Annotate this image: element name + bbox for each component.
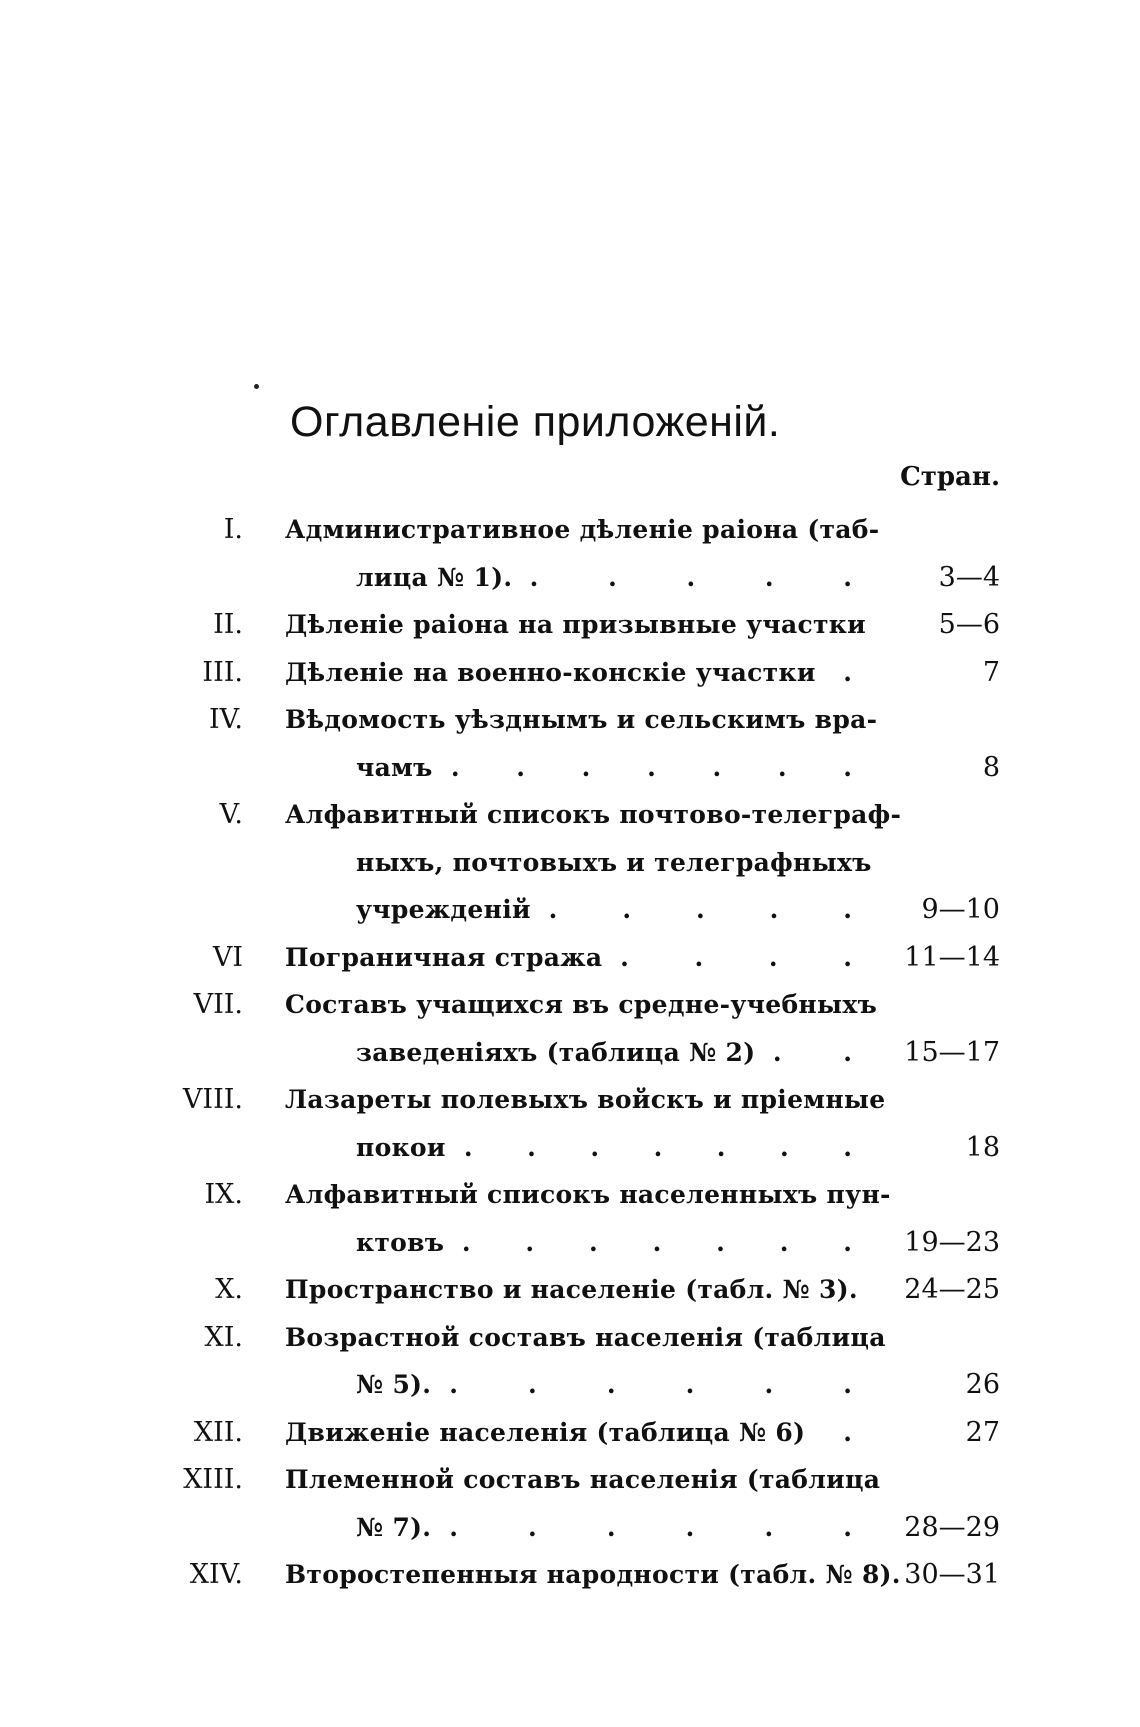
toc-entry-number: II.	[213, 609, 243, 640]
dot-leader: . . . . .	[529, 562, 852, 592]
toc-line	[0, 1219, 1140, 1267]
toc-line	[0, 839, 1140, 887]
dot-leader: . . . . .	[548, 895, 852, 924]
toc-line	[0, 601, 1140, 649]
toc-page-range: 8	[982, 751, 1000, 783]
toc-line	[0, 1029, 1140, 1077]
toc-entry-text: № 7).	[356, 1512, 432, 1542]
toc-entry-number: XII.	[193, 1416, 243, 1448]
dot-leader: . . . . . . .	[463, 1132, 852, 1162]
toc-page-range: 18	[965, 1131, 1000, 1163]
toc-entry-text: чамъ	[356, 752, 433, 782]
dot-leader: . . . . . .	[449, 1512, 852, 1542]
toc-line	[0, 981, 1140, 1029]
dot-leader: . . . .	[620, 942, 852, 972]
ink-speck	[254, 384, 259, 389]
toc-line	[0, 934, 1140, 982]
dot-leader: .	[843, 657, 852, 687]
toc-page-range: 28—29	[904, 1511, 1000, 1543]
table-of-contents	[0, 506, 1140, 1599]
toc-entry-text: Возрастной составъ населенія (таблица	[285, 1322, 886, 1352]
toc-entry-text: ктовъ	[356, 1227, 445, 1257]
dot-leader: . . . . . .	[449, 1370, 852, 1399]
toc-entry-text: заведеніяхъ (таблица № 2)	[356, 1037, 756, 1067]
toc-line	[0, 744, 1140, 792]
toc-page-range: 30—31	[904, 1559, 1000, 1590]
toc-page-range: 26	[965, 1369, 1000, 1400]
toc-entry-number: VIII.	[182, 1084, 243, 1115]
toc-entry-text: Дѣленіе раіона на призывные участки	[285, 610, 866, 639]
toc-line	[0, 1361, 1140, 1409]
toc-line	[0, 1456, 1140, 1504]
toc-line	[0, 1171, 1140, 1219]
toc-line	[0, 1504, 1140, 1552]
toc-entry-number: V.	[219, 799, 243, 830]
toc-line	[0, 649, 1140, 697]
toc-entry-number: VI	[212, 941, 243, 973]
toc-entry-number: XI.	[204, 1321, 243, 1353]
toc-entry-text: покои	[356, 1132, 446, 1162]
toc-entry-text: № 5).	[356, 1370, 432, 1399]
toc-entry-text: Племенной составъ населенія (таблица	[285, 1465, 881, 1494]
toc-line	[0, 791, 1140, 839]
toc-page-range: 27	[965, 1416, 1000, 1448]
dot-leader: . .	[772, 1037, 852, 1067]
toc-entry-text: Составъ учащихся въ средне-учебныхъ	[285, 990, 878, 1019]
toc-entry-text: Пространство и населеніе (табл. № 3).	[285, 1275, 858, 1304]
toc-entry-number: VII.	[193, 989, 243, 1020]
toc-entry-text: Административное дѣленіе раіона (таб-	[285, 515, 880, 544]
page-title: Оглавленіе приложеній.	[290, 398, 781, 446]
dot-leader: . . . . . . .	[450, 752, 852, 782]
toc-line	[0, 1076, 1140, 1124]
toc-entry-text: Пограничная стража	[285, 942, 603, 972]
toc-page-range: 24—25	[904, 1274, 1000, 1305]
toc-entry-number: IV.	[208, 704, 243, 735]
pages-column-header: Стран.	[900, 462, 1000, 492]
toc-line	[0, 1314, 1140, 1362]
toc-entry-number: IX.	[204, 1179, 243, 1210]
dot-leader: .	[843, 1417, 852, 1447]
toc-page-range: 3—4	[938, 561, 1000, 593]
toc-page-range: 11—14	[904, 941, 1000, 973]
toc-line	[0, 886, 1140, 934]
toc-entry-number: I.	[223, 514, 243, 545]
toc-entry-text: Алфавитный списокъ почтово-телеграф-	[285, 800, 902, 829]
toc-entry-number: III.	[202, 656, 243, 688]
toc-page-range: 19—23	[904, 1226, 1000, 1258]
toc-entry-text: учрежденій	[356, 895, 531, 924]
toc-line	[0, 696, 1140, 744]
toc-line	[0, 1266, 1140, 1314]
toc-page-range: 9—10	[921, 894, 1000, 925]
toc-entry-number: X.	[215, 1274, 243, 1305]
dot-leader: . . . . . . .	[461, 1227, 852, 1257]
toc-page-range: 5—6	[938, 609, 1000, 640]
toc-entry-text: Движеніе населенія (таблица № 6)	[285, 1417, 806, 1447]
toc-entry-text: лица № 1).	[356, 562, 513, 592]
toc-line	[0, 1551, 1140, 1599]
toc-entry-text: Лазареты полевыхъ войскъ и пріемные	[285, 1085, 886, 1114]
toc-line	[0, 1124, 1140, 1172]
toc-entry-number: XIII.	[183, 1464, 243, 1495]
toc-line	[0, 554, 1140, 602]
toc-line	[0, 1409, 1140, 1457]
toc-entry-text: Вѣдомость уѣзднымъ и сельскимъ вра-	[285, 705, 878, 734]
toc-entry-text: Алфавитный списокъ населенныхъ пун-	[285, 1180, 891, 1209]
toc-entry-number: XIV.	[189, 1559, 243, 1590]
toc-entry-text: Дѣленіе на военно-конскіе участки	[285, 657, 816, 687]
toc-entry-text: ныхъ, почтовыхъ и телеграфныхъ	[356, 847, 872, 877]
toc-page-range: 15—17	[904, 1036, 1000, 1068]
toc-entry-text: Второстепенныя народности (табл. № 8).	[285, 1560, 901, 1589]
toc-line	[0, 506, 1140, 554]
toc-page-range: 7	[982, 656, 1000, 688]
